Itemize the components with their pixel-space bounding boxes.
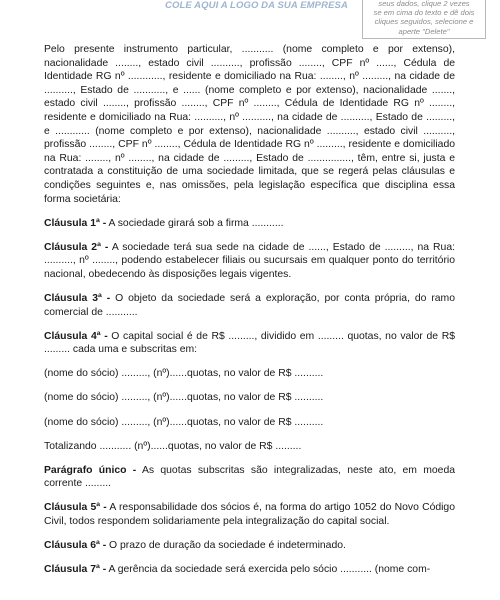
help-note-line: cliques seguidos, selecione e — [374, 17, 474, 27]
help-note — [362, 0, 486, 39]
clause-7 — [44, 563, 455, 577]
total-line: Totalizando ........... (nº)......quotas, no valor de R$ ......... — [44, 440, 302, 452]
clause-3 — [44, 292, 455, 319]
clause-1-text: A sociedade girará sob a firma ........... — [106, 217, 284, 229]
preamble: Pelo presente instrumento particular, ........... (nome completo e por extenso), nacionalidade ........, estado civil .........., profissão ........, CPF nº ......, Cédula de Identidade RG nº ............, residente e domiciliado na Rua: ........, nº ........., na cidade de .........., Estado de ..........., e ...... (nome completo e por extenso), nacionalidade ......., estado civil ........, profissão ........, CPF nº ........, Cédula de Identidade RG nº ........, residente e domiciliado na Rua: .........., nº .........., na cidade de .........., Estado de ........., e ............ (nome completo e por extenso), nacionalidade .........., estado civil .........., profissão ........, CPF nº ........, Cédula de Identidade RG nº ........., residente e domiciliado na Rua: ........, nº ........, na cidade de ........., Estado de ..............., têm, entre si, justa e contratada a constituição de uma sociedade limitada, que se regerá pelas cláusulas e condições seguintes e, nas omissões, pela legislação específica que disciplina essa forma societária: — [44, 44, 455, 205]
clause-7-label: Cláusula 7ª - — [44, 564, 107, 576]
clause-6-text: O prazo de duração da sociedade é indeterminado. — [106, 540, 346, 552]
clause-4-label: Cláusula 4ª - — [44, 330, 108, 342]
paragraph-single-label: Parágrafo único - — [44, 464, 137, 476]
help-note-line: aperte "Delete" — [398, 26, 450, 36]
logo-placeholder: COLE AQUI A LOGO DA SUA EMPRESA — [165, 0, 348, 11]
paragraph-single-text: As quotas subscritas são integralizadas, neste ato, em moeda corrente ......... — [44, 464, 456, 490]
contract-body — [44, 43, 455, 587]
clause-6 — [44, 539, 455, 553]
help-note-line: se em cima do texto e dê dois — [373, 8, 475, 18]
clause-5-text: A responsabilidade dos sócios é, na forma do artigo 1052 do Novo Código Civil, todos respondem solidariamente pela integralização do capital social. — [44, 502, 455, 528]
clause-1-label: Cláusula 1ª - — [44, 217, 107, 229]
clause-5 — [44, 501, 455, 528]
clause-1 — [44, 217, 455, 231]
clause-4 — [44, 330, 455, 357]
clause-2-text: A sociedade terá sua sede na cidade de ......, Estado de ........., na Rua: .........., nº ........, podendo estabelecer filiais ou sucursais em qualquer ponto do território nacional, obedecendo às disposições legais vigentes. — [44, 241, 456, 280]
help-note-line: seus dados, clique 2 vezes — [378, 0, 470, 8]
clause-3-label: Cláusula 3ª - — [44, 293, 111, 304]
clause-2-label: Cláusula 2ª - — [44, 241, 109, 253]
partner-line: (nome do sócio) ........., (nº)......quotas, no valor de R$ .......... — [44, 416, 324, 428]
paragraph-single — [44, 464, 455, 491]
clause-4-text: O capital social é de R$ ........., dividido em ......... quotas, no valor de R$ ......... cada uma e subscritas em: — [44, 330, 455, 356]
partner-line: (nome do sócio) ........., (nº)......quotas, no valor de R$ .......... — [44, 368, 324, 380]
clause-6-label: Cláusula 6ª - — [44, 540, 107, 552]
clause-3-text: O objeto da sociedade será a exploração, por conta própria, do ramo comercial de ........... — [44, 293, 455, 318]
clause-2 — [44, 241, 455, 282]
partner-line: (nome do sócio) ........., (nº)......quotas, no valor de R$ .......... — [44, 392, 324, 404]
clause-5-label: Cláusula 5ª - — [44, 502, 107, 514]
clause-7-text: A gerência da sociedade será exercida pelo sócio ........... (nome com- — [106, 564, 431, 576]
